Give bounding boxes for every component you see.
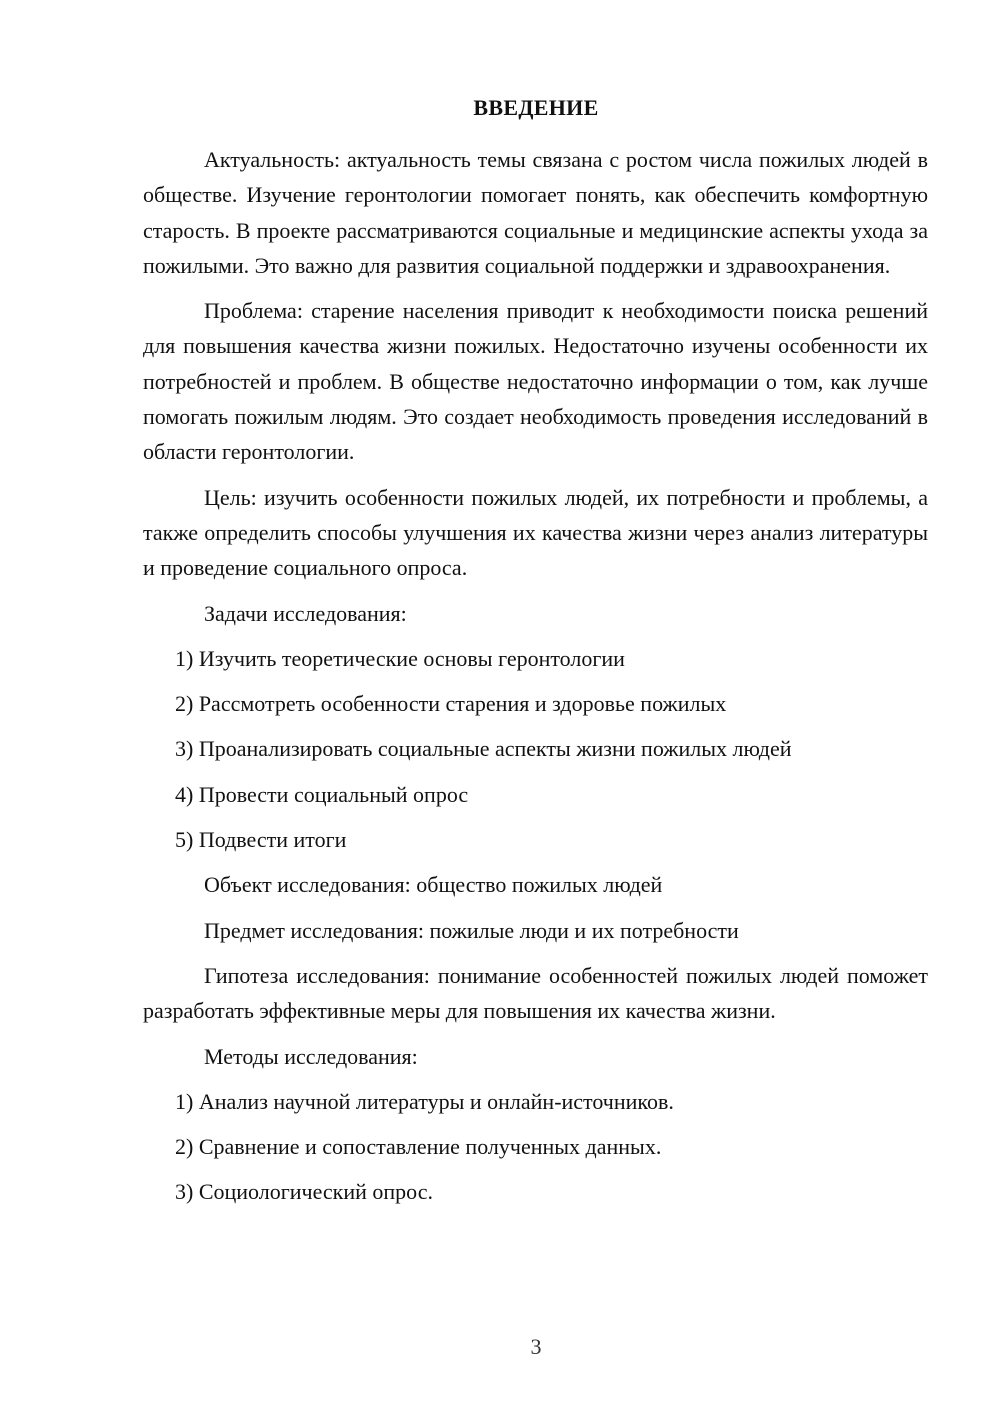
paragraph-problem: Проблема: старение населения приводит к необходимости поиска решений для повышения качества жизни пожилых. Недостаточно изучены особенности их потребностей и проблем. В обществе недостаточно информации о том, как лучше помогать пожилым людям. Это создает необходимость проведения исследований в области геронтологии. bbox=[143, 298, 928, 465]
method-item: 3) Социологический опрос. bbox=[175, 1179, 433, 1205]
paragraph-goal: Цель: изучить особенности пожилых людей, их потребности и проблемы, а также определить способы улучшения их качества жизни через анализ литературы и проведение социального опроса. bbox=[143, 484, 928, 581]
research-subject: Предмет исследования: пожилые люди и их потребности bbox=[204, 917, 739, 943]
task-item: 5) Подвести итоги bbox=[175, 827, 347, 853]
research-object: Объект исследования: общество пожилых людей bbox=[204, 872, 663, 898]
task-item: 2) Рассмотреть особенности старения и здоровье пожилых bbox=[175, 691, 727, 717]
method-item: 2) Сравнение и сопоставление полученных данных. bbox=[175, 1134, 662, 1160]
body-text bbox=[143, 142, 928, 1210]
page-number: 3 bbox=[530, 1334, 542, 1359]
task-item: 3) Проанализировать социальные аспекты жизни пожилых людей bbox=[175, 736, 792, 762]
research-hypothesis: Гипотеза исследования: понимание особенностей пожилых людей поможет разработать эффективные меры для повышения их качества жизни. bbox=[143, 962, 928, 1024]
tasks-heading: Задачи исследования: bbox=[204, 600, 407, 626]
section-title: ВВЕДЕНИЕ bbox=[473, 95, 599, 120]
methods-heading: Методы исследования: bbox=[204, 1043, 418, 1069]
task-item: 1) Изучить теоретические основы геронтологии bbox=[175, 645, 625, 671]
method-item: 1) Анализ научной литературы и онлайн-источников. bbox=[175, 1088, 674, 1114]
task-item: 4) Провести социальный опрос bbox=[175, 781, 469, 807]
paragraph-relevance: Актуальность: актуальность темы связана с ростом числа пожилых людей в обществе. Изучение геронтологии помогает понять, как обеспечить комфортную старость. В проекте рассматриваются социальные и медицинские аспекты ухода за пожилыми. Это важно для развития социальной поддержки и здравоохранения. bbox=[143, 147, 928, 278]
